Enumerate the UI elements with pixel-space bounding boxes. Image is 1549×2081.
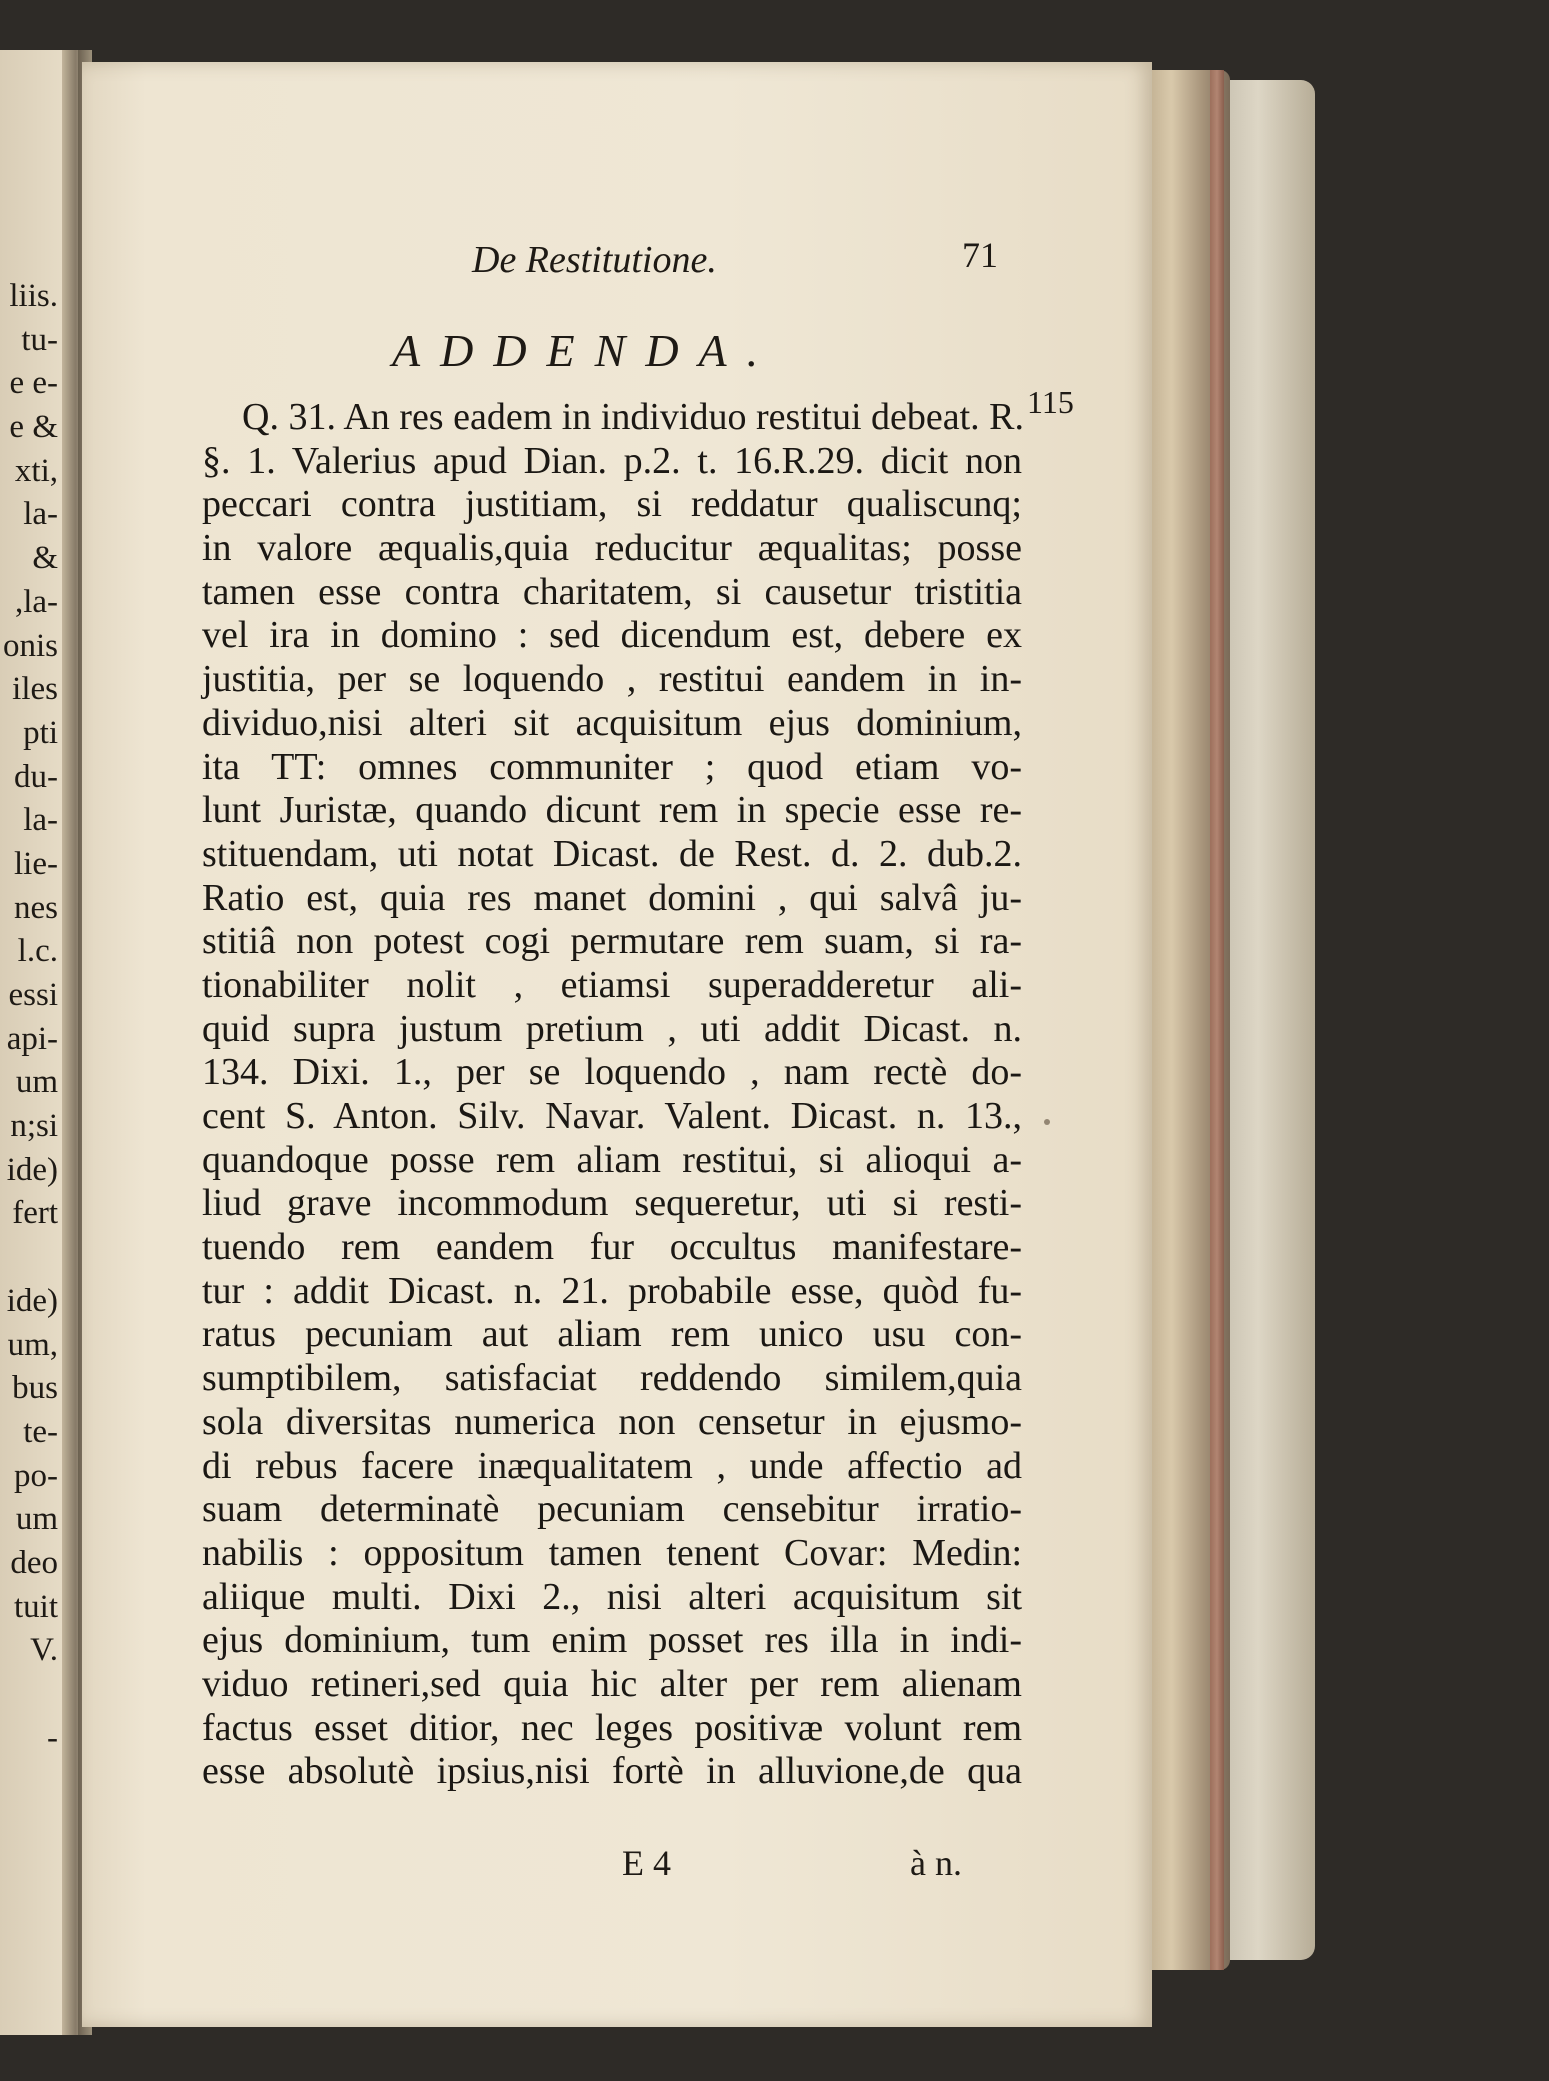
- left-margin-word: [0, 1236, 60, 1280]
- left-margin-word: um,: [7, 1326, 58, 1363]
- left-margin-word: bus: [12, 1370, 58, 1407]
- page-number: 71: [962, 235, 998, 275]
- marginal-number: 115: [1027, 384, 1074, 420]
- text-line: peccari contra justitiam, si reddatur qualiscunq;: [202, 483, 1022, 526]
- text-line: tionabiliter nolit , etiamsi superadderetur ali-: [202, 963, 1022, 1006]
- text-line: 134. Dixi. 1., per se loquendo , nam rectè do-: [202, 1051, 1022, 1094]
- text-line: ejus dominium, tum enim posset res illa in indi-: [202, 1619, 1022, 1662]
- text-line: ratus pecuniam aut aliam rem unico usu con-: [202, 1313, 1022, 1356]
- text-line: Ratio est, quia res manet domini , qui salvâ ju-: [202, 876, 1022, 919]
- text-line: stituendam, uti notat Dicast. de Rest. d. 2. dub.2.: [202, 832, 1022, 875]
- left-margin-word: api-: [6, 1020, 58, 1057]
- page-block-edge: [1140, 70, 1230, 1970]
- book-cover-edge: [1220, 80, 1315, 1960]
- text-line: Q. 31. An res eadem in individuo restitui debeat. R.: [242, 396, 1025, 438]
- text-line: tuendo rem eandem fur occultus manifestare-: [202, 1226, 1022, 1269]
- left-margin-word: la-: [23, 496, 58, 533]
- section-title: ADDENDA.: [392, 325, 779, 376]
- left-margin-word: xti,: [14, 452, 58, 489]
- text-line: dividuo,nisi alteri sit acquisitum ejus dominium,: [202, 701, 1022, 744]
- left-margin-word: tuit: [13, 1588, 58, 1625]
- left-margin-word: du-: [14, 758, 58, 795]
- left-margin-word: e &: [9, 409, 58, 446]
- left-margin-word: ,la-: [14, 583, 58, 620]
- left-margin-word: liis.: [9, 278, 58, 314]
- paper-speck: [1044, 1119, 1050, 1125]
- left-margin-word: -: [47, 1719, 58, 1756]
- left-page-margin-text: [0, 275, 60, 1760]
- text-line: quandoque posse rem aliam restitui, si alioqui a-: [202, 1138, 1022, 1181]
- left-margin-word: tu-: [21, 321, 58, 358]
- catchword: à n.: [910, 1843, 962, 1883]
- left-margin-word: po-: [14, 1457, 58, 1494]
- text-line: factus esset ditior, nec leges positivæ volunt rem: [202, 1706, 1022, 1749]
- left-margin-word: onis: [2, 627, 58, 664]
- text-line: cent S. Anton. Silv. Navar. Valent. Dicast. n. 13.,: [202, 1095, 1022, 1137]
- text-line: tur : addit Dicast. n. 21. probabile esse, quòd fu-: [202, 1269, 1022, 1312]
- red-edge-stain: [1210, 70, 1224, 1970]
- text-line: quid supra justum pretium , uti addit Dicast. n.: [202, 1007, 1022, 1050]
- left-margin-word: e e-: [9, 365, 58, 402]
- text-line: justitia, per se loquendo , restitui eandem in in-: [202, 658, 1022, 701]
- left-margin-word: deo: [10, 1544, 58, 1581]
- text-line: tamen esse contra charitatem, si causetur tristitia: [202, 570, 1022, 613]
- text-line: stitiâ non potest cogi permutare rem suam, si ra-: [202, 920, 1022, 963]
- text-line: in valore æqualis,quia reducitur æqualitas; posse: [202, 527, 1022, 570]
- text-line: viduo retineri,sed quia hic alter per rem alienam: [202, 1662, 1022, 1705]
- text-line: aliique multi. Dixi 2., nisi alteri acquisitum sit: [202, 1575, 1022, 1618]
- text-line: esse absolutè ipsius,nisi fortè in alluvione,de qua: [202, 1750, 1022, 1793]
- text-line: lunt Juristæ, quando dicunt rem in specie esse re-: [202, 789, 1022, 832]
- left-margin-word: l.c.: [17, 933, 58, 970]
- text-line: suam determinatè pecuniam censebitur irratio-: [202, 1488, 1022, 1531]
- text-line: di rebus facere inæqualitatem , unde affectio ad: [202, 1444, 1022, 1487]
- left-margin-word: &: [32, 540, 58, 577]
- text-line: §. 1. Valerius apud Dian. p.2. t. 16.R.29. dicit non: [202, 439, 1022, 482]
- text-line: vel ira in domino : sed dicendum est, debere ex: [202, 614, 1022, 657]
- right-page: [82, 62, 1152, 2027]
- running-head: De Restitutione.: [472, 239, 717, 281]
- left-margin-word: um: [15, 1501, 58, 1538]
- signature-mark: E 4: [622, 1843, 671, 1883]
- left-margin-word: la-: [23, 802, 58, 839]
- left-margin-word: nes: [14, 889, 58, 926]
- left-margin-word: lie-: [14, 845, 58, 882]
- left-margin-word: essi: [8, 977, 58, 1013]
- body-text: [202, 396, 1025, 1794]
- text-line: liud grave incommodum sequeretur, uti si resti-: [202, 1182, 1022, 1225]
- left-margin-word: fert: [12, 1195, 58, 1232]
- text-line: ita TT: omnes communiter ; quod etiam vo-: [202, 745, 1022, 788]
- left-margin-word: n;si: [10, 1108, 58, 1145]
- text-line: nabilis : oppositum tamen tenent Covar: Medin:: [202, 1531, 1022, 1574]
- left-margin-word: te-: [23, 1413, 58, 1450]
- left-margin-word: [0, 1673, 60, 1717]
- text-line: sola diversitas numerica non censetur in ejusmo-: [202, 1400, 1022, 1443]
- left-margin-word: iles: [12, 671, 58, 708]
- text-line: sumptibilem, satisfaciat reddendo similem,quia: [202, 1357, 1022, 1400]
- left-margin-word: pti: [23, 714, 58, 751]
- left-margin-word: V.: [30, 1632, 58, 1669]
- left-margin-word: ide): [6, 1151, 58, 1188]
- left-margin-word: ide): [6, 1282, 58, 1319]
- left-margin-word: um: [15, 1064, 58, 1101]
